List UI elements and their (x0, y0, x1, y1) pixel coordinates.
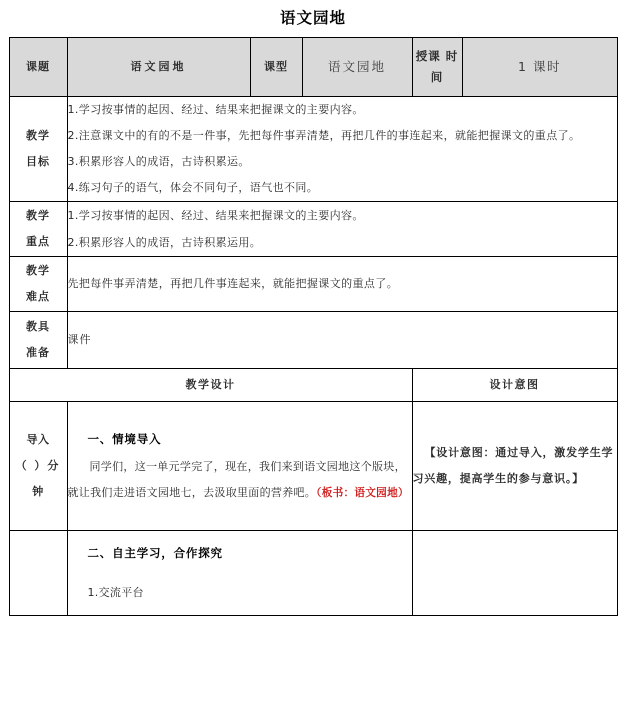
table-row-objectives (9, 97, 617, 202)
difficulties-label (9, 257, 67, 312)
table-row-self-study (9, 531, 617, 616)
introduction-label (9, 402, 67, 531)
materials-label-line1: 教具 (26, 320, 50, 333)
self-study-sub-heading: 二、自主学习，合作探究 (87, 546, 223, 560)
introduction-intent: 【设计意图：通过导入，激发学生学习兴趣，提高学生的参与意识。】 (412, 402, 617, 531)
materials-content: 课件 (67, 312, 617, 369)
key-point-item-2: 2.积累形容人的成语，古诗积累运用。 (67, 236, 262, 249)
intent-header: 设计意图 (412, 369, 617, 402)
self-study-content (67, 531, 412, 616)
objective-item-2: 2.注意课文中的有的不是一件事，先把每件事弄清楚，再把几件的事连起来，就能把握课文的重点了。 (67, 129, 581, 142)
key-points-label-line1: 教学 (26, 209, 50, 222)
objective-item-1: 1.学习按事情的起因、经过、结果来把握课文的主要内容。 (67, 103, 364, 116)
table-row-header (9, 38, 617, 97)
objective-item-4: 4.练习句子的语气，体会不同句子，语气也不同。 (67, 181, 319, 194)
introduction-label-line3: 钟 (32, 485, 44, 498)
self-study-item-1: 1.交流平台 (87, 586, 144, 599)
table-row-design-header (9, 369, 617, 402)
lesson-type-label: 课型 (250, 38, 302, 97)
table-row-key-points (9, 202, 617, 257)
difficulties-content (67, 257, 617, 312)
design-header: 教学设计 (9, 369, 412, 402)
table-row-introduction (9, 402, 617, 531)
key-points-content (67, 202, 617, 257)
table-row-materials (9, 312, 617, 369)
self-study-intent (412, 531, 617, 616)
lesson-type-value: 语文园地 (302, 38, 412, 97)
teaching-time-label-line2: 时间 (430, 49, 459, 84)
teaching-time-label (412, 38, 462, 97)
introduction-paragraph (68, 454, 412, 506)
materials-label (9, 312, 67, 369)
introduction-paragraph-text: 同学们，这一单元学完了，现在，我们来到语文园地这个版块，就让我们走进语文园地七，去汲取里面的营养吧。 (67, 460, 406, 499)
teaching-time-label-line1: 授课 (415, 49, 441, 63)
page-title: 语文园地 (279, 9, 346, 27)
key-points-label (9, 202, 67, 257)
topic-label: 课题 (9, 38, 67, 97)
objective-item-3: 3.积累形容人的成语，古诗积累运。 (67, 155, 250, 168)
table-row-difficulties (9, 257, 617, 312)
board-note: （板书：语文园地） (316, 487, 409, 499)
key-points-label-line2: 重点 (26, 235, 50, 248)
introduction-label-line2: （ ）分 (15, 459, 61, 472)
objectives-label-line1: 教学 (26, 129, 50, 142)
lesson-plan-table (9, 37, 618, 616)
difficulties-label-line1: 教学 (26, 264, 50, 277)
introduction-label-line1: 导入 (26, 433, 50, 446)
self-study-label (9, 531, 67, 616)
objectives-label-line2: 目标 (26, 155, 50, 168)
objectives-content (67, 97, 617, 202)
introduction-sub-heading: 一、情境导入 (87, 432, 162, 446)
introduction-content (67, 402, 412, 531)
key-point-item-1: 1.学习按事情的起因、经过、结果来把握课文的主要内容。 (67, 209, 364, 222)
objectives-label (9, 97, 67, 202)
topic-value: 语文园地 (67, 38, 250, 97)
materials-label-line2: 准备 (26, 346, 50, 359)
difficulties-label-line2: 难点 (26, 290, 50, 303)
difficulties-text: 先把每件事弄清楚，再把几件事连起来，就能把握课文的重点了。 (67, 277, 399, 290)
teaching-time-value: 1 课时 (462, 38, 617, 97)
